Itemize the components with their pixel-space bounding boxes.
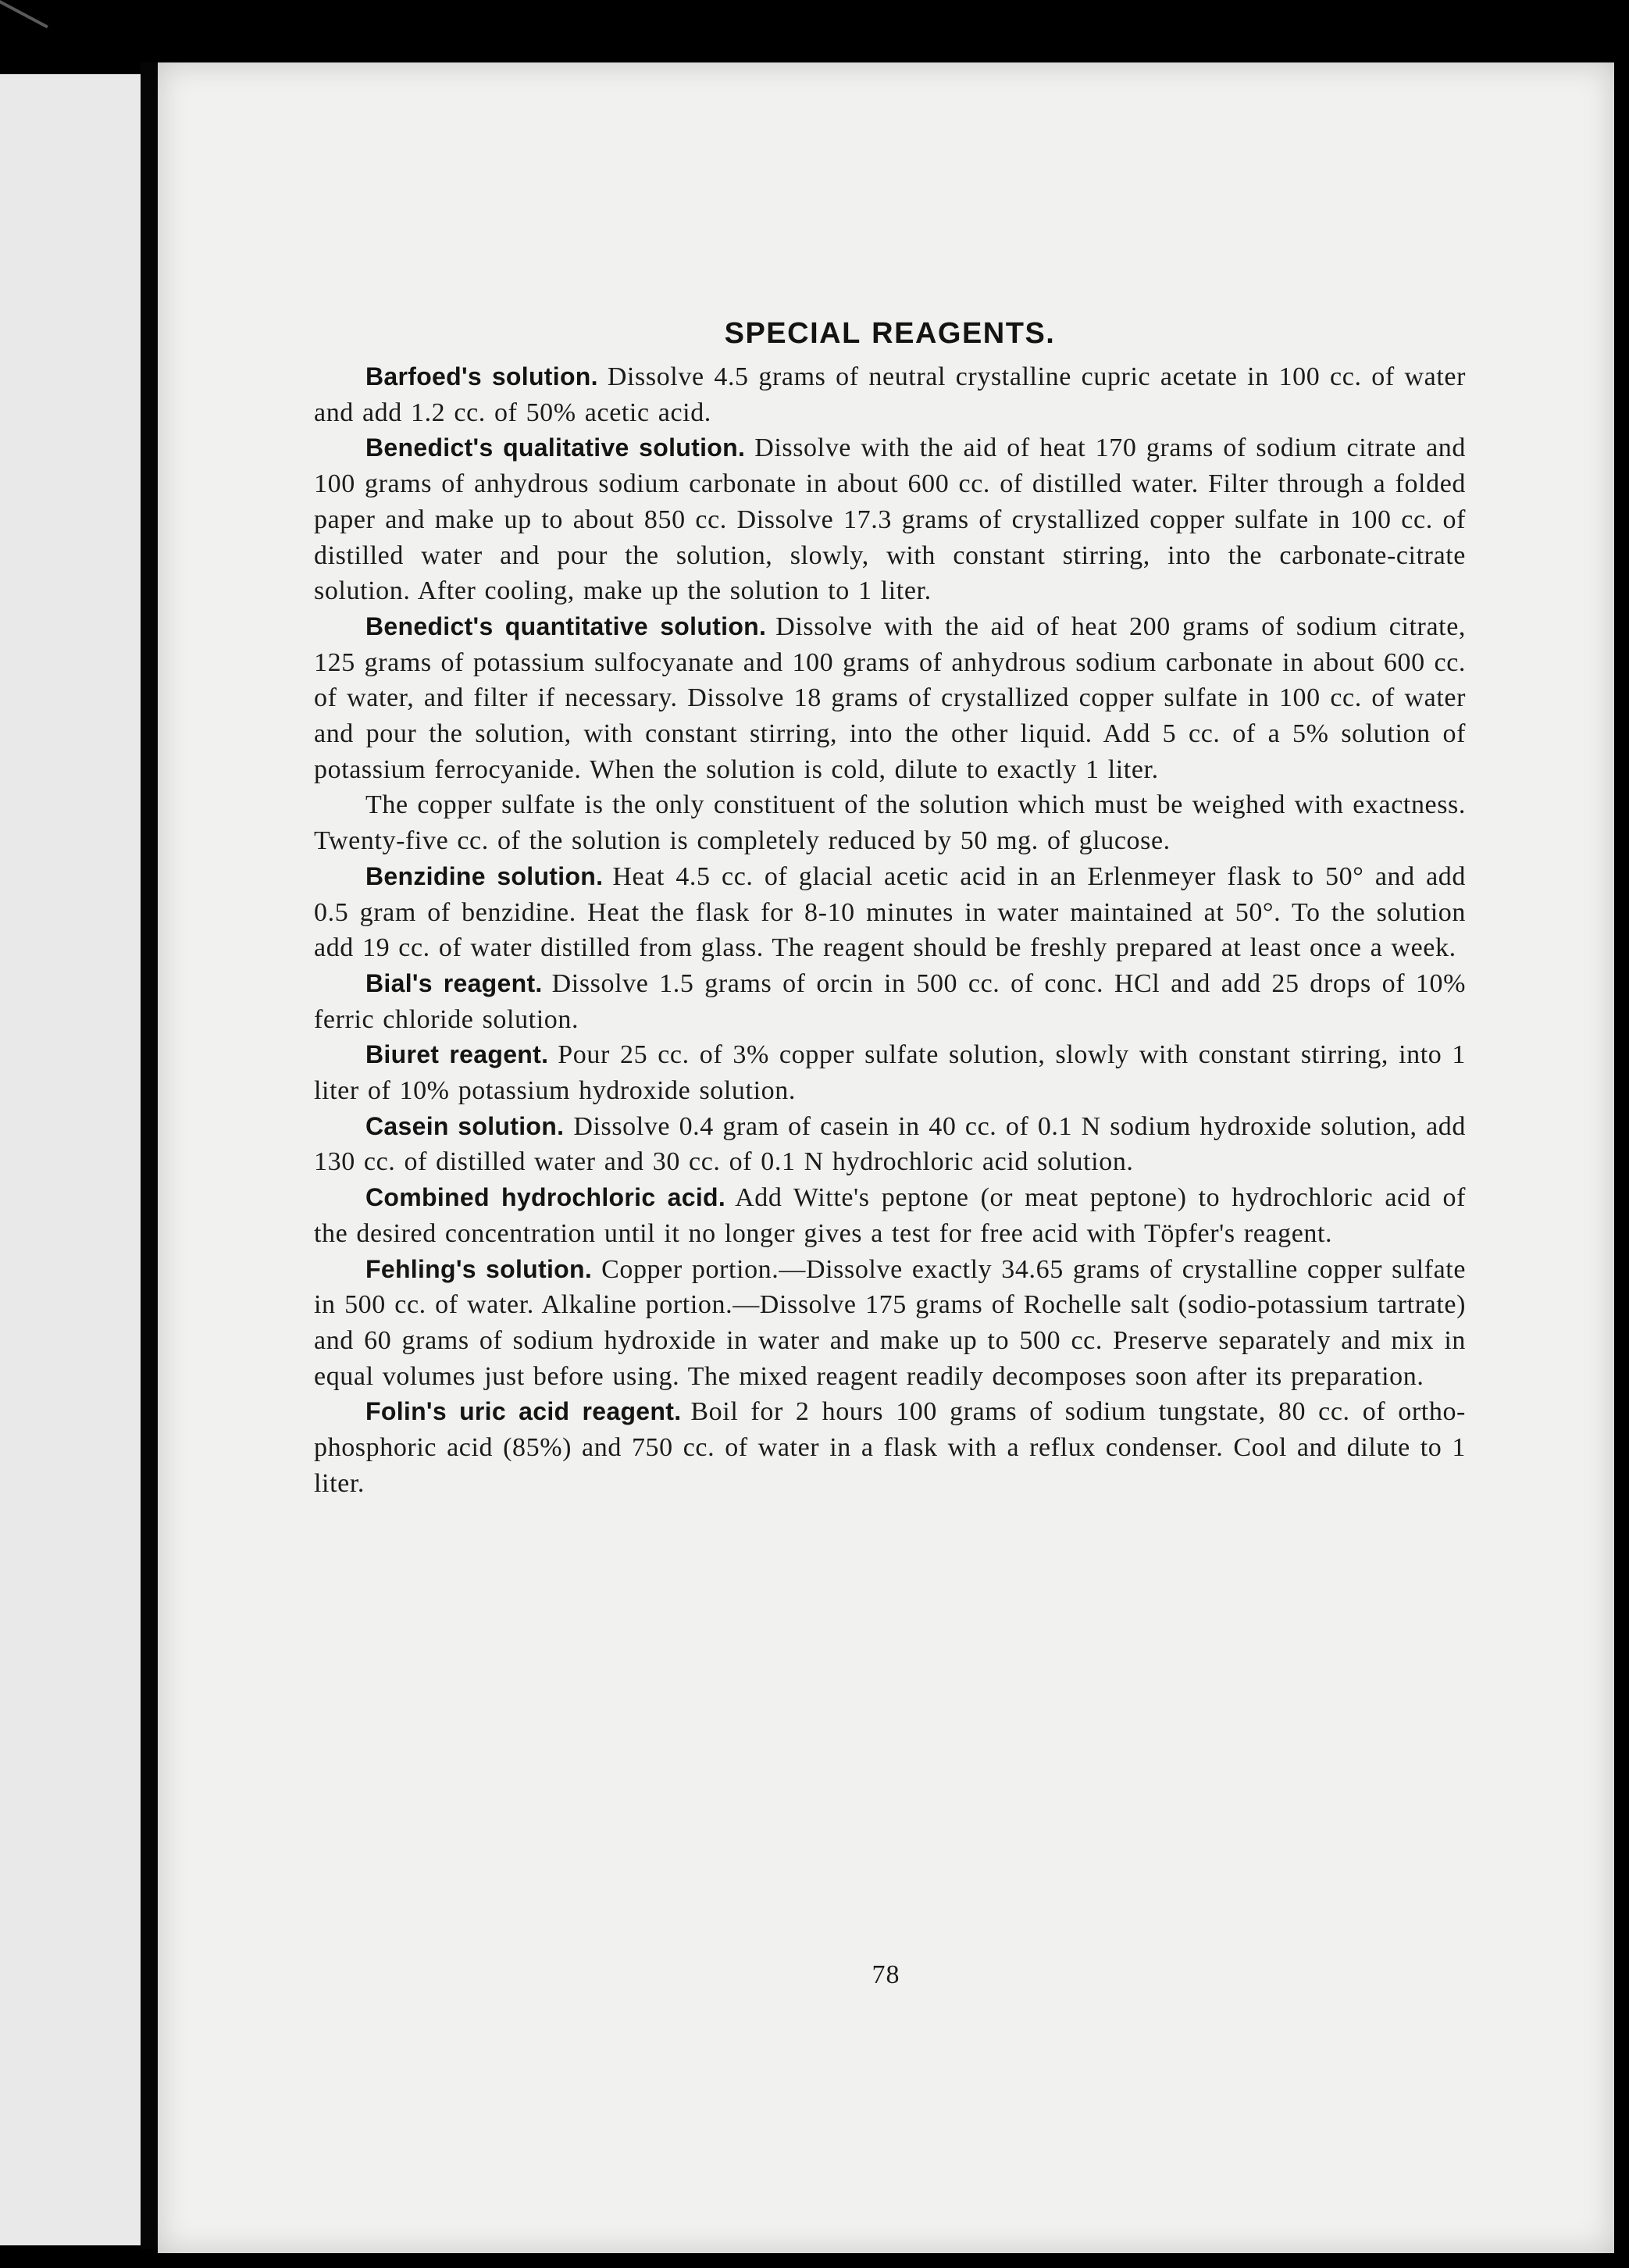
entry-term: Combined hydrochloric acid. (365, 1183, 726, 1212)
entry-text: Dissolve 4.5 grams of neutral crystalline cupric acetate in 100 cc. of water and add 1.2 cc. of 50% acetic acid. (314, 362, 1466, 427)
entry-term: Barfoed's solution. (365, 362, 598, 390)
book-gutter (141, 62, 158, 2249)
entry-text: Dissolve 0.4 gram of casein in 40 cc. of 0.1 N sodium hydroxide solution, add 130 cc. of distilled water and 30 cc. of 0.1 N hydrochloric acid solution. (314, 1111, 1466, 1177)
entry-term: Benedict's qualitative solution. (365, 433, 746, 462)
entry-text: Dissolve with the aid of heat 200 grams of sodium citrate, 125 grams of potassium sulfocyanate and 100 grams of anhydrous sodium carbonate in about 600 cc. of water, and filter if necessary. Dissolve 18 grams of crystallized copper sulfate in 100 cc. of water and pour the solution, with constant stirring, into the other liquid. Add 5 cc. of a 5% solution of potassium ferrocyanide. When the solution is cold, dilute to exactly 1 liter. (314, 612, 1466, 784)
entry-term: Fehling's solution. (365, 1254, 593, 1283)
entry-text: Boil for 2 hours 100 grams of sodium tungstate, 80 cc. of ortho-phosphoric acid (85%) and 750 cc. of water in a flask with a reflux condenser. Cool and dilute to 1 liter. (314, 1397, 1466, 1498)
entry-term: Folin's uric acid reagent. (365, 1397, 682, 1426)
entry-barfoeds-solution (314, 359, 1466, 430)
note-copper-sulfate (314, 787, 1466, 858)
corner-scratch (0, 0, 48, 28)
entry-term: Benzidine solution. (365, 861, 604, 890)
entry-term: Bial's reagent. (365, 968, 543, 997)
entry-text: Pour 25 cc. of 3% copper sulfate solution, slowly with constant stirring, into 1 liter of 10% potassium hydroxide solution. (314, 1040, 1467, 1106)
entry-text: Copper portion.—Dissolve exactly 34.65 grams of crystalline copper sulfate in 500 cc. of water. Alkaline portion.—Dissolve 175 grams of Rochelle salt (sodio-potassium tartrate) and 60 grams of sodium hydroxide in water and make up to 500 cc. Preserve separately and mix in equal volumes just before using. The mixed reagent readily decomposes soon after its preparation. (314, 1254, 1467, 1391)
page-content (314, 314, 1466, 1502)
entry-fehlings-solution (314, 1252, 1466, 1395)
page-number: 78 (872, 1960, 900, 1989)
entry-text: The copper sulfate is the only constituent of the solution which must be weighed with exactness. Twenty-five cc. of the solution is completely reduced by 50 mg. of glucose. (314, 790, 1466, 856)
entry-text: Dissolve with the aid of heat 170 grams of sodium citrate and 100 grams of anhydrous sodium carbonate in about 600 cc. of distilled water. Filter through a folded paper and make up to about 850 cc. Dissolve 17.3 grams of crystallized copper sulfate in 100 cc. of distilled water and pour the solution, slowly, with constant stirring, into the carbonate-citrate solution. After cooling, make up the solution to 1 liter. (314, 433, 1466, 606)
entry-term: Casein solution. (365, 1111, 565, 1140)
entry-text: Add Witte's peptone (or meat peptone) to hydrochloric acid of the desired concentration until it no longer gives a test for free acid with Töpfer's reagent. (314, 1183, 1467, 1248)
section-heading: SPECIAL REAGENTS. (724, 317, 1056, 350)
entry-benzidine-solution (314, 859, 1466, 966)
entry-biuret-reagent (314, 1037, 1466, 1108)
entry-benedicts-qualitative-solution (314, 430, 1466, 609)
entry-term: Benedict's quantitative solution. (365, 612, 767, 640)
entry-bials-reagent (314, 966, 1466, 1037)
entry-folins-uric-acid-reagent (314, 1394, 1466, 1501)
entry-text: Heat 4.5 cc. of glacial acetic acid in an Erlenmeyer flask to 50° and add 0.5 gram of benzidine. Heat the flask for 8-10 minutes in water maintained at 50°. To the solution add 19 cc. of water distilled from glass. The reagent should be freshly prepared at least once a week. (314, 861, 1466, 963)
entry-text: Dissolve 1.5 grams of orcin in 500 cc. of conc. HCl and add 25 drops of 10% ferric chloride solution. (314, 968, 1466, 1034)
entry-combined-hydrochloric-acid (314, 1180, 1466, 1251)
facing-page-edge (0, 74, 141, 2245)
entry-benedicts-quantitative-solution (314, 609, 1466, 788)
entry-term: Biuret reagent. (365, 1040, 549, 1069)
book-page (158, 62, 1614, 2253)
entry-casein-solution (314, 1109, 1466, 1180)
